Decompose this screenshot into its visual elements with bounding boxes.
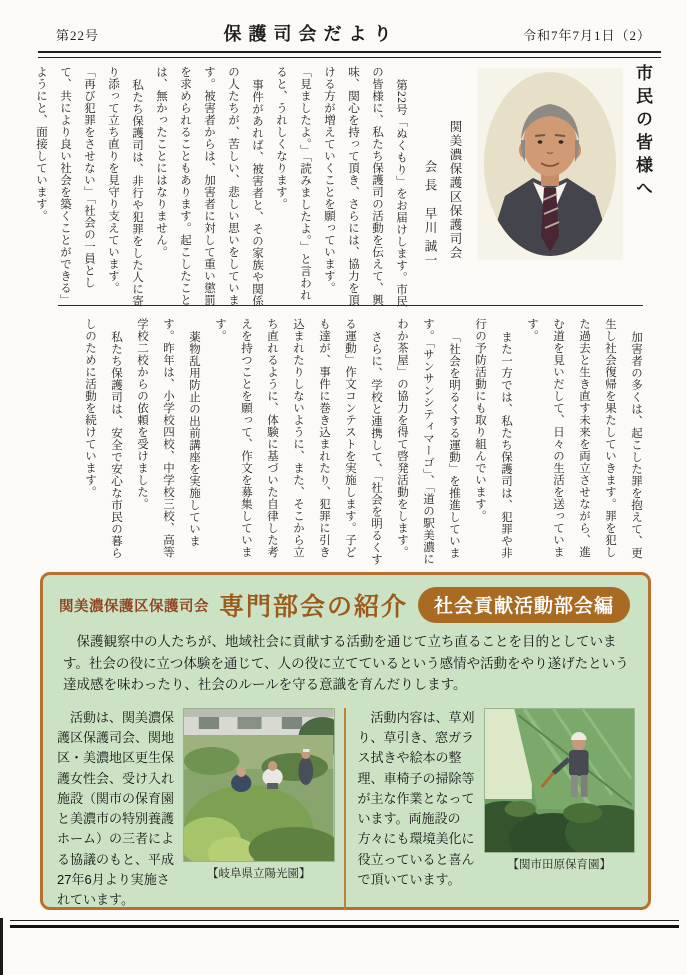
issue-date: 令和7年7月1日（2） (522, 28, 651, 43)
section-divider-rule (58, 305, 643, 306)
feature-box-social-contribution (40, 572, 651, 910)
chairman-portrait-illustration (477, 68, 623, 260)
byline-role: 会 長 (423, 160, 437, 193)
page-header (56, 20, 651, 46)
feature-left-text: 活動は、関美濃保護区保護司会、関地区・美濃地区更生保護女性会、受け入れ施設（関市の保育園と美濃市の特別養護ホーム）の三者による協議のもと、平成27年6月より実施されています。 (57, 709, 175, 908)
lead-article-title: 市民の皆様へ (633, 64, 652, 202)
byline-organization: 関美濃保護区保護司会 (448, 120, 462, 260)
feature-heading-row (43, 575, 648, 627)
feature-right-text: 活動内容は、草刈り、草引き、窓ガラス拭きや絵本の整理、車椅子の掃除等が主な作業となっています。両施設の方々にも環境美化に役立っていると喜んで頂いています。 (357, 709, 475, 887)
photo-caption-right: 【関市田原保育園】 (507, 858, 611, 871)
header-rule (38, 51, 661, 58)
feature-right-photo-block (485, 708, 635, 872)
article-paragraph: 「社会を明るくする運動」を推進しています。「サンサンシティマーゴ」、「道の駅美濃にわか茶屋」の協力を得て啓発活動をします。 (396, 318, 460, 565)
byline-name: 早川 誠一 (423, 206, 437, 268)
article-paragraph: 加害者の多くは、起こした罪を抱えて、更生し社会復帰を果たしていきます。罪を犯した過去と生き直す未来を両立させながら、進む道を見いだして、日々の生活を送っています。 (526, 318, 642, 559)
feature-organization-label: 関美濃保護区保護司会 (59, 598, 209, 615)
lead-paragraph: 事件があれば、被害者と、その家族や関係の人たちが、苦しい、悲しい思いをしています。被害者からは、加害者に対して重い懲罰を求められることもあります。起こしたことは、無かったことにはなりません。 (155, 66, 263, 307)
scan-edge-mark (0, 918, 3, 975)
article-paragraph: 薬物乱用防止の出前講座を実施しています。昨年は、小学校四校、中学校三校、高等学校二校からの依頼を受けました。 (136, 318, 200, 558)
photo-yokoen-garden (183, 708, 335, 862)
lead-article (35, 60, 657, 310)
lead-article-text (35, 66, 413, 308)
issue-number: 第22号 (56, 28, 100, 43)
feature-intro-text: 保護観察中の人たちが、地域社会に貢献する活動を通じて立ち直ることを目的としています。社会の役に立つ体験を通じて、人の役に立てているという感情や活動をやり遂げたという達成感を味わったり、社会のルールを守る意識を育んだりします。 (63, 634, 629, 693)
newsletter-title: 保護司会だより (223, 24, 399, 44)
page-bottom-rule (10, 920, 679, 928)
garden-work-photo-illustration (184, 709, 334, 861)
second-article-text (40, 318, 649, 566)
feature-column-right (344, 708, 641, 911)
byline-signature (417, 68, 442, 308)
mowing-work-photo-illustration (485, 709, 635, 852)
article-paragraph: さらに、学校と連携して、「社会を明るくする運動」作文コンテストを実施します。子ども達が、事件に巻き込まれたり、犯罪に引き込まれたりしないように、また、そこから立ち直れるように、体験に基づいた自律した考えを持つことを願って、作文を募集しています。 (214, 318, 382, 565)
lead-article-byline (417, 68, 467, 308)
feature-left-photo-block (184, 708, 334, 881)
chairman-portrait-photo (477, 68, 623, 260)
feature-column-left (51, 708, 340, 911)
photo-caption-left: 【岐阜県立陽光園】 (207, 867, 311, 880)
feature-badge: 社会貢献活動部会編 (418, 587, 630, 623)
lead-paragraph: 私たち保護司は、非行や犯罪をした人に寄り添って立ち直りを見守り支えています。「再び犯罪をさせない」「社会の一員として、共により良い社会を築くことができる」ようにと、面接しています。 (35, 66, 143, 307)
article-paragraph: また一方では、私たち保護司は、犯罪や非行の予防活動にも取り組んでいます。 (474, 318, 512, 559)
lead-paragraph: 第22号「ぬくもり」をお届けします。市民の皆様に、私たち保護司の活動を伝えて、興味、関心を持って頂き、さらには、協力を頂ける方が増えていくことを願っています。「見ましたよ。」「読みましたよ。」と言われると、うれしくなります。 (275, 66, 407, 308)
feature-heading: 専門部会の紹介 (219, 593, 409, 621)
photo-tawara-hoikuen (484, 708, 636, 853)
article-paragraph: 私たち保護司は、安全で安心な市民の暮らしのために活動を続けています。 (84, 318, 122, 559)
feature-columns (43, 704, 648, 911)
